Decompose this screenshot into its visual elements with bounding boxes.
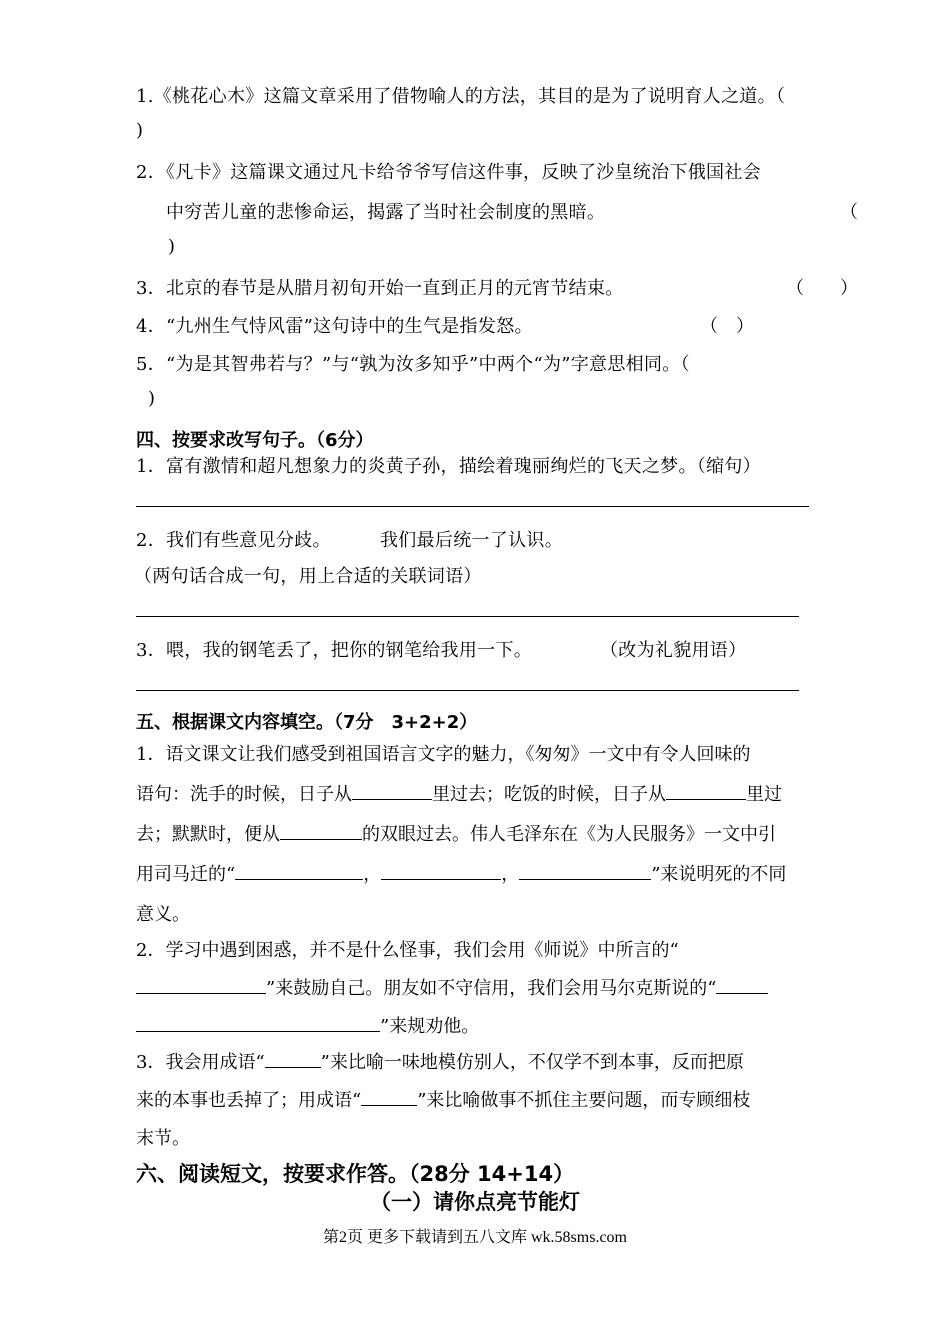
section-5-title: 五、根据课文内容填空。（7分 3+2+2） — [136, 712, 478, 733]
fill-q3-l2b: ”来比喻做事不抓住主要问题，而专顾细枝 — [417, 1090, 751, 1111]
rewrite-question-2-instruction: （两句话合成一句，用上合适的关联词语） — [134, 566, 482, 587]
fill-question-3-line-2 — [136, 1086, 750, 1112]
fill-q1-l4c: ， — [501, 864, 520, 885]
rewrite-answer-line-3[interactable] — [136, 690, 799, 691]
fill-question-2-line-2 — [136, 974, 768, 1000]
fill-q1-l2a: 语句：洗手的时候，日子从 — [136, 784, 352, 805]
fill-blank-washing-hands[interactable] — [352, 781, 432, 800]
fill-blank-idiom-1[interactable] — [265, 1049, 321, 1068]
judge-question-3: 3．北京的春节是从腊月初旬开始一直到正月的元宵节结束。 — [136, 278, 624, 299]
fill-blank-quote-3[interactable] — [519, 861, 651, 880]
fill-q1-l3a: 去；默默时，便从 — [136, 824, 280, 845]
judge-question-4: 4．“九州生气恃风雷”这句诗中的生气是指发怒。 — [136, 316, 533, 337]
fill-blank-idiom-2[interactable] — [361, 1087, 417, 1106]
fill-blank-marquez-start[interactable] — [716, 975, 768, 994]
judge-question-3-answer-paren[interactable]: （ ） — [786, 278, 858, 299]
fill-question-1-line-2 — [136, 780, 782, 806]
fill-q1-l2c: 里过 — [746, 784, 782, 805]
fill-question-1-line-5: 意义。 — [136, 904, 190, 925]
fill-q2-l3: ”来规劝他。 — [380, 1016, 480, 1037]
judge-question-4-answer-paren[interactable]: （ ） — [700, 316, 754, 337]
rewrite-answer-line-1[interactable] — [136, 506, 809, 507]
fill-blank-quote-2[interactable] — [381, 861, 501, 880]
judge-question-2-close-paren: ) — [168, 236, 176, 257]
fill-blank-eating[interactable] — [666, 781, 746, 800]
fill-question-1-line-3 — [136, 820, 776, 846]
fill-blank-marquez-end[interactable] — [136, 1013, 380, 1032]
fill-q1-l3b: 的双眼过去。伟人毛泽东在《为人民服务》一文中引 — [362, 824, 776, 845]
judge-question-1-close-paren: ) — [136, 120, 144, 141]
fill-q1-l4d: ”来说明死的不同 — [651, 864, 787, 885]
judge-question-5-close-paren: ) — [148, 388, 156, 409]
reading-passage-title: （一）请你点亮节能灯 — [370, 1190, 580, 1214]
page-footer: 第2页 更多下载请到五八文库 wk.58sms.com — [322, 1229, 627, 1246]
fill-question-2-line-1: 2．学习中遇到困惑，并不是什么怪事，我们会用《师说》中所言的“ — [136, 940, 679, 961]
fill-q3-l2a: 来的本事也丢掉了；用成语“ — [136, 1090, 362, 1111]
rewrite-question-2-sentence-a: 2．我们有些意见分歧。 — [136, 530, 331, 551]
rewrite-question-2-sentence-b: 我们最后统一了认识。 — [380, 530, 563, 551]
judge-question-5: 5．“为是其智弗若与？”与“孰为汝多知乎”中两个“为”字意思相同。（ — [136, 354, 690, 375]
judge-question-2-line-2: 中穷苦儿童的悲惨命运，揭露了当时社会制度的黑暗。 — [166, 202, 606, 223]
rewrite-question-3: 3．喂，我的钢笔丢了，把你的钢笔给我用一下。 — [136, 640, 533, 661]
fill-question-3-line-1 — [136, 1048, 744, 1074]
fill-question-1-line-1-text: 1．语文课文让我们感受到祖国语言文字的魅力，《匆匆》一文中有令人回味的 — [136, 744, 751, 765]
fill-q1-l4a: 用司马迁的“ — [136, 864, 236, 885]
fill-q1-l2b: 里过去；吃饭的时候，日子从 — [432, 784, 666, 805]
rewrite-question-1: 1．富有激情和超凡想象力的炎黄子孙，描绘着瑰丽绚烂的飞天之梦。（缩句） — [136, 456, 761, 477]
fill-blank-shishuo[interactable] — [136, 975, 266, 994]
fill-q1-l4b: ， — [363, 864, 382, 885]
fill-question-1-line-1 — [136, 740, 851, 766]
rewrite-question-3-instruction: （改为礼貌用语） — [600, 640, 747, 661]
judge-question-2-line-1: 2．《凡卡》这篇课文通过凡卡给爷爷写信这件事，反映了沙皇统治下俄国社会 — [136, 162, 761, 183]
fill-q2-l2a: ”来鼓励自己。朋友如不守信用，我们会用马尔克斯说的“ — [266, 978, 717, 999]
fill-blank-silent[interactable] — [280, 821, 362, 840]
fill-question-1-line-4 — [136, 860, 786, 886]
fill-blank-quote-1[interactable] — [235, 861, 363, 880]
judge-question-2-open-paren: （ — [840, 202, 858, 223]
fill-q3-l1a: 3．我会用成语“ — [136, 1052, 265, 1073]
fill-question-3-line-3: 末节。 — [136, 1128, 190, 1149]
judge-question-1: 1.《桃花心木》这篇文章采用了借物喻人的方法，其目的是为了说明育人之道。（ — [136, 86, 786, 107]
fill-q3-l1b: ”来比喻一味地模仿别人，不仅学不到本事，反而把原 — [320, 1052, 744, 1073]
fill-question-2-line-3 — [136, 1012, 479, 1038]
section-6-title: 六、阅读短文，按要求作答。（28分 14+14） — [136, 1162, 575, 1186]
section-4-title: 四、按要求改写句子。（6分） — [136, 430, 374, 451]
rewrite-answer-line-2[interactable] — [136, 616, 799, 617]
